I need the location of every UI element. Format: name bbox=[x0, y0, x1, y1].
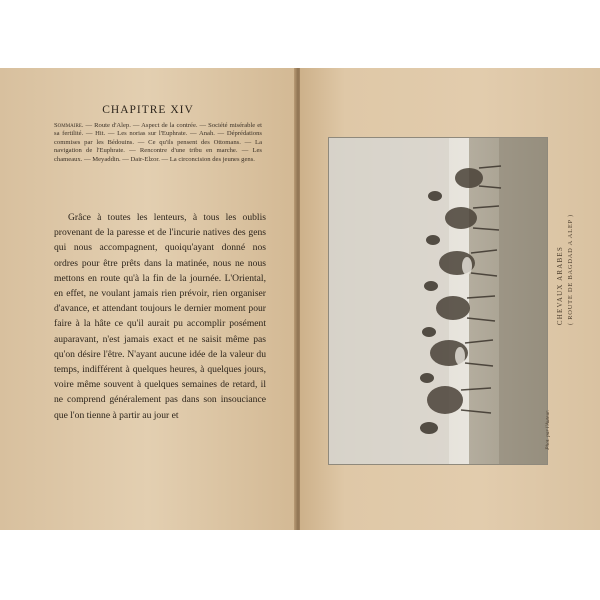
body-text-block bbox=[54, 210, 266, 423]
photo-caption-title: CHEVAUX ARABES bbox=[556, 246, 564, 326]
summary-lead: Sommaire. bbox=[54, 122, 84, 129]
summary-text: — Route d'Alep. — Aspect de la contrée. — Société misérable et sa fertilité. — Hit. — Les norias sur l'Euphrate. — Anah. — Déprédations commises par les Bédouins. — Ce qu'ils pensent des Ottomans. — La navigation de l'Euphrate. — Rencontre d'une tribu en marche. — Les chameaux. — Meyaddin. — Dair-Elzor. — La circoncision des jeunes gens. bbox=[54, 122, 262, 163]
horses-photo-image bbox=[329, 138, 547, 464]
photo-plate bbox=[328, 137, 548, 465]
chapter-summary bbox=[54, 122, 262, 164]
chapter-title: CHAPITRE XIV bbox=[102, 104, 194, 116]
photo-caption-subtitle: ( ROUTE DE BAGDAD A ALEP ) bbox=[567, 214, 574, 326]
body-paragraph: Grâce à toutes les lenteurs, à tous les oublis provenant de la paresse et de l'incurie natives des gens qui nous accompagnent, quoiqu'ayant donné nos ordres pour être prêts dans la matinée, nous ne nous mettons en route qu'à la fin de la journée. L'Oriental, en effet, ne voulant jamais rien prévoir, rien organiser d'avance, et attendant toujours le dernier moment pour faire à la hâte ce qu'il aurait pu accomplir posément auparavant, n'est jamais exact et ne saisit même pas qu'on désire l'être. N'ayant aucune idée de la valeur du temps, indifférent à quelques heures, à quelques jours, voire même souvent à quelques semaines de retard, il ne comprend généralement pas dans son insouciance que l'on tienne à partir au jour et bbox=[54, 212, 266, 421]
photo-credit: Phot. par l'Auteur. bbox=[545, 410, 551, 450]
